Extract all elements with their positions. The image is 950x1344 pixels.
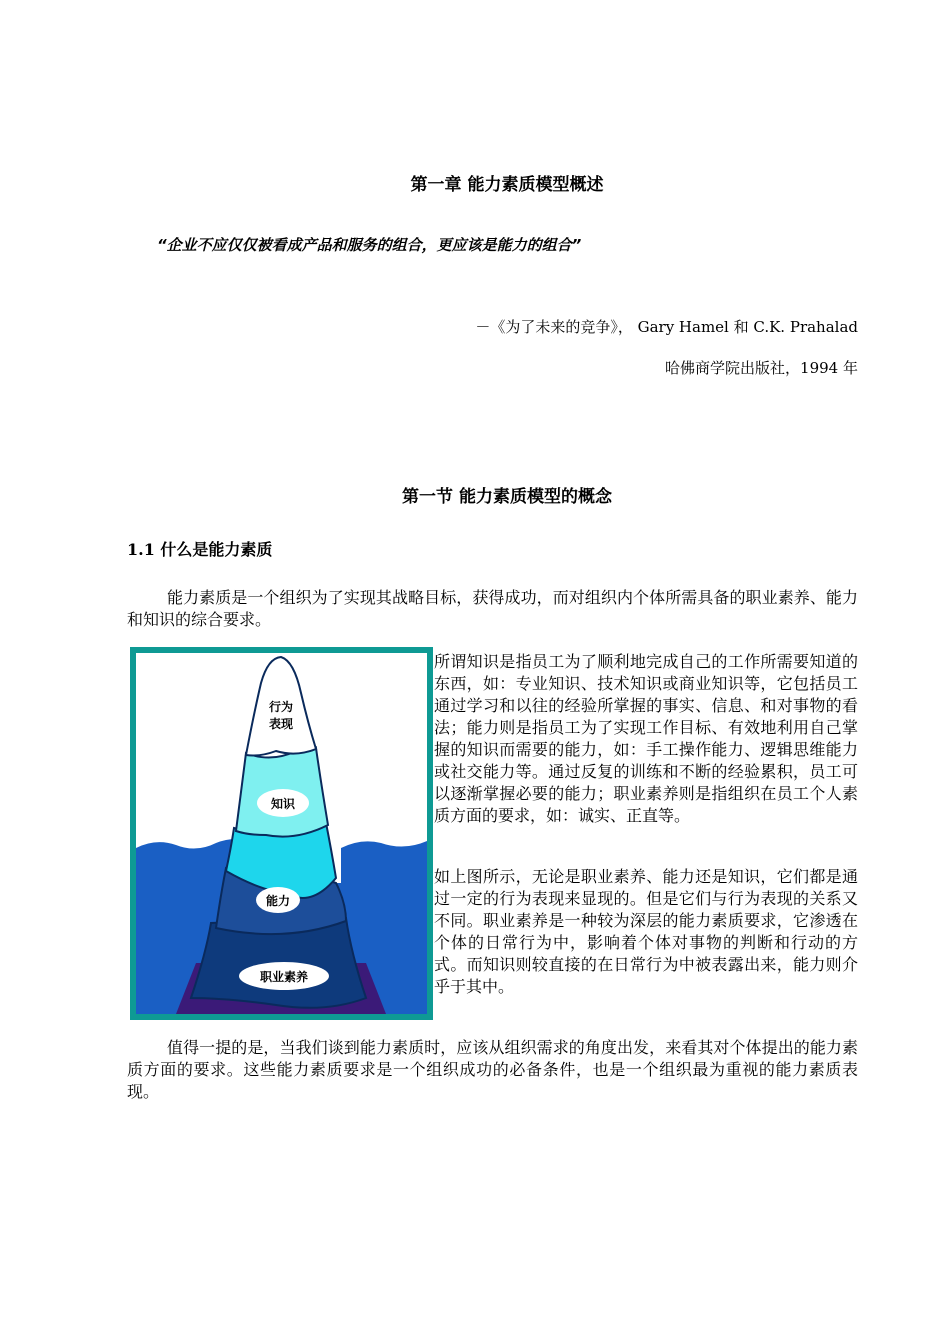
behavior-label-line2: 表现 (268, 717, 294, 731)
paragraph-figure-explanation: 如上图所示，无论是职业素养、能力还是知识，它们都是通过一定的行为表现来显现的。但是它们与行为表现的关系又不同。职业素养是一种较为深层的能力素质要求，它渗透在个体的日常行为中，影响着个体对事物的判断和行动的方式。而知识则较直接的在日常行为中被表露出来，能力则介乎于其中。 (434, 867, 858, 996)
behavior-label-line1: 行为 (268, 700, 294, 714)
professionalism-label: 职业素养 (259, 970, 309, 984)
iceberg-diagram (136, 653, 427, 1014)
paragraph-organization-needs: 值得一提的是，当我们谈到能力素质时，应该从组织需求的角度出发，来看其对个体提出的能力素质方面的要求。这些能力素质要求是一个组织成功的必备条件，也是一个组织最为重视的能力素质表现。 (127, 1038, 858, 1101)
chapter-quote: “企业不应仅仅被看成产品和服务的组合，更应该是能力的组合” (157, 236, 582, 254)
quote-publisher: 哈佛商学院出版社，1994 年 (665, 359, 858, 377)
section-title: 第一节 能力素质模型的概念 (402, 487, 612, 507)
quote-attribution: －《为了未来的竞争》， Gary Hamel 和 C.K. Prahalad (475, 318, 858, 336)
iceberg-figure (130, 647, 433, 1020)
ability-label: 能力 (265, 894, 291, 908)
knowledge-label: 知识 (270, 797, 296, 811)
paragraph-definitions: 所谓知识是指员工为了顺利地完成自己的工作所需要知道的东西，如：专业知识、技术知识或商业知识等，它包括员工通过学习和以往的经验所掌握的事实、信息、和对事物的看法；能力则是指员工为了实现工作目标、有效地利用自己掌握的知识而需要的能力，如：手工操作能力、逻辑思维能力或社交能力等。通过反复的训练和不断的经验累积，员工可以逐渐掌握必要的能力；职业素养则是指组织在员工个人素质方面的要求，如：诚实、正直等。 (434, 652, 858, 825)
paragraph-intro: 能力素质是一个组织为了实现其战略目标，获得成功，而对组织内个体所需具备的职业素养、能力和知识的综合要求。 (127, 588, 858, 629)
subsection-title: 1.1 什么是能力素质 (127, 540, 273, 559)
chapter-title: 第一章 能力素质模型概述 (410, 175, 604, 195)
